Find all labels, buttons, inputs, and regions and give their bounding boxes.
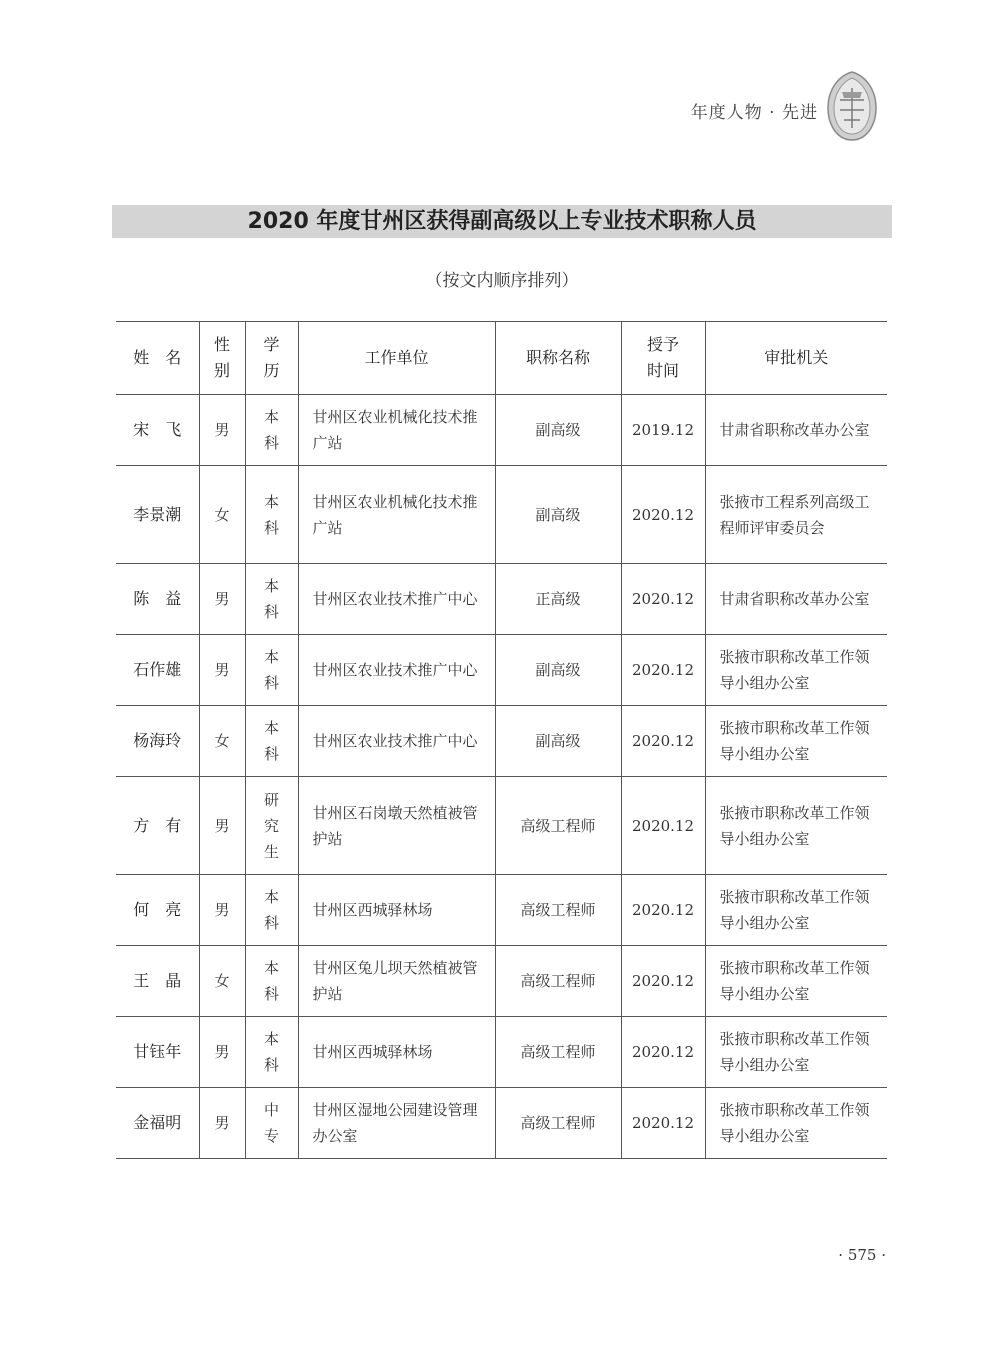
table-row — [116, 777, 887, 875]
education-char: 研 — [263, 790, 279, 809]
cell-title-name: 高级工程师 — [495, 946, 621, 1017]
cell-work-unit: 甘州区农业机械化技术推广站 — [298, 395, 495, 466]
cell-sex: 男 — [199, 1088, 245, 1159]
education-char: 中 — [263, 1101, 279, 1119]
cell-grant-date: 2020.12 — [621, 946, 705, 1017]
table-row — [116, 1088, 887, 1159]
education-char: 科 — [263, 603, 279, 621]
cell-sex: 男 — [199, 777, 245, 875]
col-header-work-unit: 工作单位 — [298, 322, 495, 395]
cell-education — [245, 946, 298, 1017]
cell-approval-authority: 张掖市职称改革工作领导小组办公室 — [705, 635, 887, 706]
education-char: 科 — [263, 914, 279, 932]
cell-grant-date: 2020.12 — [621, 635, 705, 706]
cell-sex: 男 — [199, 395, 245, 466]
cell-approval-authority: 甘肃省职称改革办公室 — [705, 564, 887, 635]
education-char: 科 — [263, 1056, 279, 1074]
col-header-sex: 性 别 — [199, 322, 245, 395]
cell-sex: 女 — [199, 706, 245, 777]
page-subtitle: （按文内顺序排列） — [425, 271, 579, 291]
cell-education — [245, 564, 298, 635]
page-number: · 575 · — [838, 1246, 886, 1264]
cell-work-unit: 甘州区兔儿坝天然植被管护站 — [298, 946, 495, 1017]
cell-title-name: 副高级 — [495, 635, 621, 706]
cell-approval-authority: 张掖市职称改革工作领导小组办公室 — [705, 777, 887, 875]
cell-name: 甘钰年 — [116, 1017, 199, 1088]
education-char: 科 — [263, 745, 279, 763]
cell-education — [245, 1017, 298, 1088]
cell-name: 杨海玲 — [116, 706, 199, 777]
table-row — [116, 706, 887, 777]
cell-work-unit: 甘州区农业机械化技术推广站 — [298, 466, 495, 564]
cell-title-name: 副高级 — [495, 395, 621, 466]
cell-approval-authority: 张掖市职称改革工作领导小组办公室 — [705, 1017, 887, 1088]
cell-approval-authority: 张掖市职称改革工作领导小组办公室 — [705, 706, 887, 777]
education-char: 科 — [263, 674, 279, 692]
education-char: 本 — [263, 719, 279, 737]
cell-sex: 女 — [199, 466, 245, 564]
education-char: 生 — [263, 842, 279, 861]
cell-approval-authority: 张掖市职称改革工作领导小组办公室 — [705, 1088, 887, 1159]
cell-sex: 男 — [199, 1017, 245, 1088]
education-char: 究 — [263, 816, 279, 835]
education-char: 科 — [263, 434, 279, 452]
education-char: 本 — [263, 577, 279, 595]
cell-work-unit: 甘州区西城驿林场 — [298, 1017, 495, 1088]
page-title: 2020 年度甘州区获得副高级以上专业技术职称人员 — [247, 209, 757, 234]
table-row — [116, 395, 887, 466]
cell-title-name: 副高级 — [495, 466, 621, 564]
col-header-approval-authority: 审批机关 — [705, 322, 887, 395]
education-char: 本 — [263, 1030, 279, 1048]
education-char: 专 — [263, 1127, 279, 1145]
cell-work-unit: 甘州区湿地公园建设管理办公室 — [298, 1088, 495, 1159]
col-header-grant-date: 授予 时间 — [621, 322, 705, 395]
cell-sex: 女 — [199, 946, 245, 1017]
cell-sex: 男 — [199, 875, 245, 946]
cell-grant-date: 2020.12 — [621, 466, 705, 564]
table-row — [116, 1017, 887, 1088]
cell-approval-authority: 张掖市职称改革工作领导小组办公室 — [705, 875, 887, 946]
cell-work-unit: 甘州区西城驿林场 — [298, 875, 495, 946]
education-char: 科 — [263, 985, 279, 1003]
table-header-row — [116, 322, 887, 395]
education-char: 本 — [263, 959, 279, 977]
education-char: 本 — [263, 888, 279, 906]
table-row — [116, 564, 887, 635]
cell-name: 李景潮 — [116, 466, 199, 564]
education-char: 科 — [263, 518, 279, 537]
education-char: 本 — [263, 648, 279, 666]
cell-grant-date: 2020.12 — [621, 1088, 705, 1159]
cell-work-unit: 甘州区农业技术推广中心 — [298, 706, 495, 777]
table-row — [116, 875, 887, 946]
cell-approval-authority: 张掖市工程系列高级工程师评审委员会 — [705, 466, 887, 564]
cell-name: 金福明 — [116, 1088, 199, 1159]
cell-title-name: 正高级 — [495, 564, 621, 635]
personnel-table — [116, 321, 887, 1159]
education-char: 本 — [263, 492, 279, 511]
cell-title-name: 高级工程师 — [495, 1017, 621, 1088]
decorative-seal-icon — [826, 70, 878, 142]
cell-title-name: 副高级 — [495, 706, 621, 777]
col-header-title-name: 职称名称 — [495, 322, 621, 395]
cell-grant-date: 2020.12 — [621, 875, 705, 946]
cell-sex: 男 — [199, 564, 245, 635]
cell-title-name: 高级工程师 — [495, 875, 621, 946]
cell-grant-date: 2020.12 — [621, 706, 705, 777]
col-header-name: 姓 名 — [116, 322, 199, 395]
table-row — [116, 466, 887, 564]
cell-education — [245, 777, 298, 875]
cell-work-unit: 甘州区石岗墩天然植被管护站 — [298, 777, 495, 875]
cell-education — [245, 706, 298, 777]
cell-grant-date: 2020.12 — [621, 1017, 705, 1088]
cell-title-name: 高级工程师 — [495, 777, 621, 875]
cell-approval-authority: 甘肃省职称改革办公室 — [705, 395, 887, 466]
cell-name: 陈 益 — [116, 564, 199, 635]
cell-name: 石作雄 — [116, 635, 199, 706]
cell-education — [245, 1088, 298, 1159]
cell-education — [245, 875, 298, 946]
table-row — [116, 635, 887, 706]
cell-education — [245, 395, 298, 466]
table-row — [116, 946, 887, 1017]
running-header: 年度人物 · 先进 — [690, 103, 818, 123]
education-char: 本 — [263, 408, 279, 426]
cell-work-unit: 甘州区农业技术推广中心 — [298, 635, 495, 706]
cell-name: 宋 飞 — [116, 395, 199, 466]
cell-name: 王 晶 — [116, 946, 199, 1017]
cell-title-name: 高级工程师 — [495, 1088, 621, 1159]
cell-name: 方 有 — [116, 777, 199, 875]
cell-name: 何 亮 — [116, 875, 199, 946]
cell-grant-date: 2020.12 — [621, 777, 705, 875]
cell-education — [245, 466, 298, 564]
cell-sex: 男 — [199, 635, 245, 706]
cell-grant-date: 2019.12 — [621, 395, 705, 466]
cell-grant-date: 2020.12 — [621, 564, 705, 635]
cell-education — [245, 635, 298, 706]
col-header-education: 学 历 — [245, 322, 298, 395]
cell-work-unit: 甘州区农业技术推广中心 — [298, 564, 495, 635]
cell-approval-authority: 张掖市职称改革工作领导小组办公室 — [705, 946, 887, 1017]
